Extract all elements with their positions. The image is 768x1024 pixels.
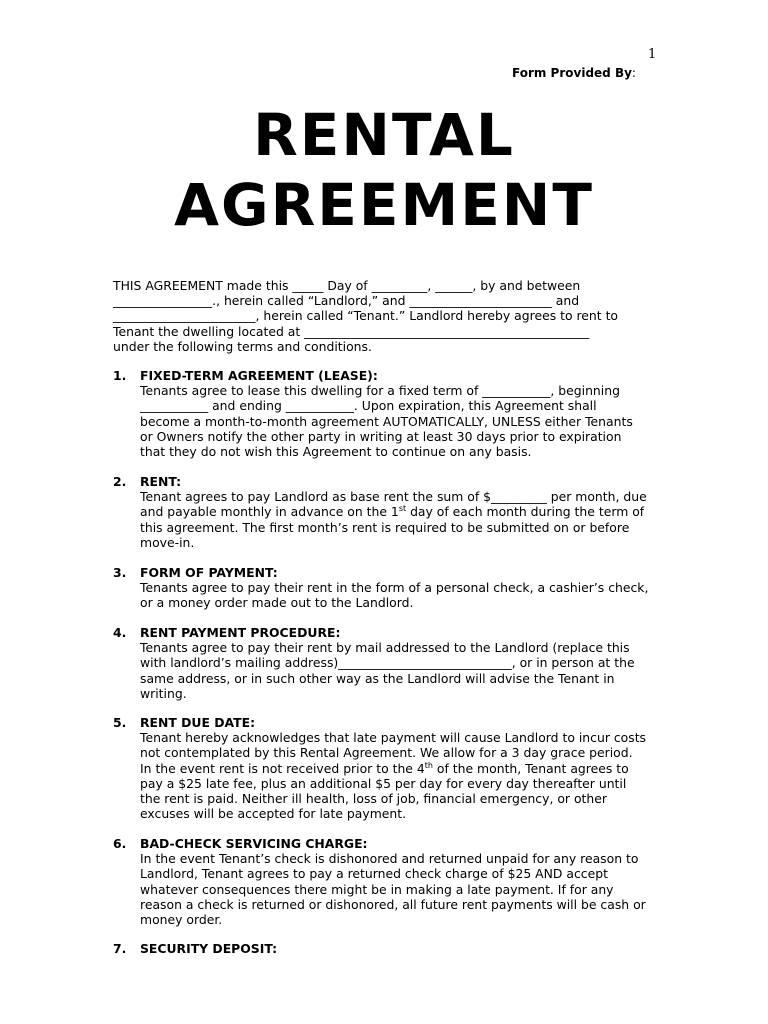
form-provided-by <box>512 66 636 80</box>
section-number: 5. <box>113 715 127 730</box>
section-line: that they do not wish this Agreement to continue on any basis. <box>140 444 532 459</box>
line-text: of the month, Tenant agrees to <box>432 760 629 776</box>
line-text: and payable monthly in advance on the 1 <box>140 504 399 520</box>
section-line: with landlord’s mailing address)____________________________, or in person at the <box>140 655 635 671</box>
section-number: 2. <box>113 474 127 489</box>
section-heading: FIXED-TERM AGREEMENT (LEASE): <box>140 368 378 383</box>
section-line: not contemplated by this Rental Agreement. We allow for a 3 day grace period. <box>140 745 633 761</box>
section-body <box>140 851 665 927</box>
section-body <box>140 489 665 550</box>
section-line: reason a check is returned or dishonored, all future rent payments will be cash or <box>140 896 646 912</box>
section-line: whatever consequences there might be in making a late payment. If for any <box>140 881 614 897</box>
intro-line: THIS AGREEMENT made this _____ Day of _________, ______, by and between <box>113 278 581 293</box>
intro-line: Tenant the dwelling located at ______________________________________________ <box>113 323 590 339</box>
section-number: 7. <box>113 941 127 956</box>
section-heading: SECURITY DEPOSIT: <box>140 941 278 956</box>
section-line: this agreement. The first month’s rent is required to be submitted on or before <box>140 519 630 535</box>
ordinal-suffix: th <box>424 760 433 770</box>
section-line: Tenant agrees to pay Landlord as base rent the sum of $_________ per month, due <box>140 489 647 505</box>
section-line: money order. <box>140 912 223 927</box>
section-heading: BAD-CHECK SERVICING CHARGE: <box>140 836 368 851</box>
document-title <box>0 100 768 240</box>
section-line: same address, or in such other way as the Landlord will advise the Tenant in <box>140 670 615 686</box>
section-line <box>140 504 665 519</box>
section-body <box>140 580 665 610</box>
intro-line: ________________., herein called “Landlord,” and _______________________ and <box>113 293 580 309</box>
line-text: In the event rent is not received prior to the 4 <box>140 760 425 776</box>
section-number: 3. <box>113 565 127 580</box>
form-provided-colon: : <box>631 66 636 80</box>
section-line: writing. <box>140 685 187 701</box>
section-line: or a money order made out to the Landlord. <box>140 595 414 611</box>
section-number: 6. <box>113 836 127 851</box>
section-body <box>140 730 665 821</box>
title-line-2: AGREEMENT <box>174 171 594 239</box>
section-number: 4. <box>113 625 127 640</box>
page-number: 1 <box>648 47 657 62</box>
section-number: 1. <box>113 368 127 383</box>
section-line: ___________ and ending ___________. Upon expiration, this Agreement shall <box>140 398 597 414</box>
intro-line: under the following terms and conditions. <box>113 338 372 354</box>
section-line: move-in. <box>140 534 195 550</box>
section-line: In the event Tenant’s check is dishonored and returned unpaid for any reason to <box>140 851 639 867</box>
section-line: excuses will be accepted for late payment. <box>140 806 407 822</box>
title-line-1: RENTAL <box>253 101 515 169</box>
intro-paragraph <box>113 278 661 354</box>
section-line: or Owners notify the other party in writing at least 30 days prior to expiration <box>140 428 622 444</box>
section-line: Landlord, Tenant agrees to pay a returned check charge of $25 AND accept <box>140 866 608 882</box>
section-line: Tenants agree to lease this dwelling for a fixed term of ___________, beginning <box>140 383 620 399</box>
section-line: Tenants agree to pay their rent by mail addressed to the Landlord (replace this <box>140 640 630 656</box>
section-line: Tenant hereby acknowledges that late payment will cause Landlord to incur costs <box>140 730 647 746</box>
section-body <box>140 383 665 459</box>
section-heading: RENT PAYMENT PROCEDURE: <box>140 625 341 640</box>
form-provided-label: Form Provided By <box>512 66 632 80</box>
section-line: Tenants agree to pay their rent in the form of a personal check, a cashier’s check, <box>140 580 649 596</box>
intro-line: _______________________, herein called “Tenant.” Landlord hereby agrees to rent to <box>113 308 619 324</box>
section-line: become a month-to-month agreement AUTOMATICALLY, UNLESS either Tenants <box>140 413 633 429</box>
section-body <box>140 640 665 701</box>
ordinal-suffix: st <box>398 504 407 514</box>
section-heading: RENT DUE DATE: <box>140 715 256 730</box>
section-line: the rent is paid. Neither ill health, loss of job, financial emergency, or other <box>140 791 607 806</box>
section-line <box>140 761 665 776</box>
section-heading: RENT: <box>140 474 182 489</box>
line-text: day of each month during the term of <box>406 504 645 520</box>
section-line: pay a $25 late fee, plus an additional $5 per day for every day thereafter until <box>140 775 627 791</box>
section-heading: FORM OF PAYMENT: <box>140 565 278 580</box>
